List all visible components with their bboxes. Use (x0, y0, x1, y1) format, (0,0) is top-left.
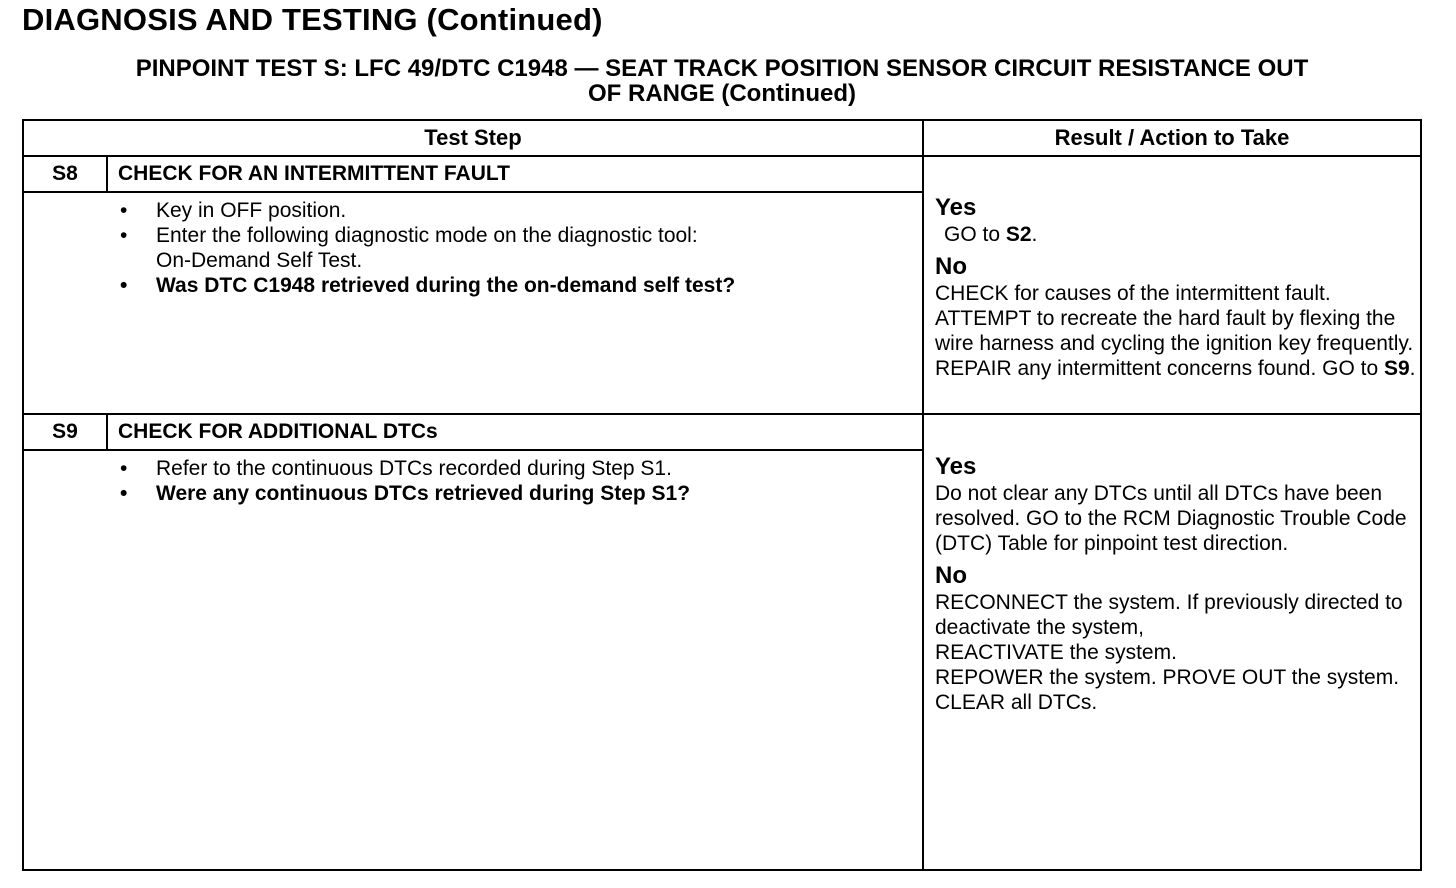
bullet-item: • Enter the following diagnostic mode on the diagnostic tool: On-Demand Self Test. (118, 223, 735, 273)
yes-label: Yes (935, 194, 977, 221)
step-title-s9: CHECK FOR ADDITIONAL DTCs (118, 420, 438, 443)
step-s9-bullets (118, 456, 690, 506)
bullet-item-question: • Was DTC C1948 retrieved during the on-demand self test? (118, 273, 735, 298)
step-title-s8: CHECK FOR AN INTERMITTENT FAULT (118, 162, 510, 185)
pinpoint-test-title-line1: PINPOINT TEST S: LFC 49/DTC C1948 — SEAT TRACK POSITION SENSOR CIRCUIT RESISTANCE OUT (135, 55, 1309, 82)
yes-label: Yes (935, 453, 977, 480)
step-id-s8: S8 (52, 162, 78, 185)
pinpoint-test-table (22, 119, 1422, 871)
bullet-item-question: • Were any continuous DTCs retrieved during Step S1? (118, 481, 690, 506)
step-id-s9: S9 (52, 420, 78, 443)
yes-action: Do not clear any DTCs until all DTCs have been resolved. GO to the RCM Diagnostic Trouble Code (DTC) Table for pinpoint test direction. (935, 482, 1407, 555)
s9-id-divider (106, 413, 108, 451)
column-divider (922, 121, 924, 869)
s9-title-divider (24, 449, 922, 451)
no-action: CHECK for causes of the intermittent fault. ATTEMPT to recreate the hard fault by flexing the wire harness and cycling the ignition key frequently. REPAIR any intermittent concerns found. GO to S9. (935, 282, 1416, 380)
result-s8 (935, 194, 1421, 381)
pinpoint-test-title-line2: OF RANGE (Continued) (588, 80, 856, 107)
column-header-result: Result / Action to Take (1054, 125, 1290, 150)
bullet-item: • Key in OFF position. (118, 198, 735, 223)
no-label: No (935, 562, 967, 589)
column-header-test-step: Test Step (424, 125, 522, 150)
s8-id-divider (106, 155, 108, 193)
bullet-item: • Refer to the continuous DTCs recorded during Step S1. (118, 456, 690, 481)
pinpoint-test-title (22, 56, 1422, 106)
page-title: DIAGNOSIS AND TESTING (Continued) (22, 2, 603, 37)
no-label: No (935, 253, 967, 280)
result-s9 (935, 453, 1421, 715)
goto-link-s2: S2 (1005, 223, 1032, 246)
s8-title-divider (24, 191, 922, 193)
yes-action: GO to S2. (944, 223, 1038, 246)
goto-link-s9: S9 (1383, 357, 1410, 380)
no-action: RECONNECT the system. If previously directed to deactivate the system, REACTIVATE the system. REPOWER the system. PROVE OUT the system. CLEAR all DTCs. (935, 591, 1403, 714)
step-s8-bullets (118, 198, 735, 298)
